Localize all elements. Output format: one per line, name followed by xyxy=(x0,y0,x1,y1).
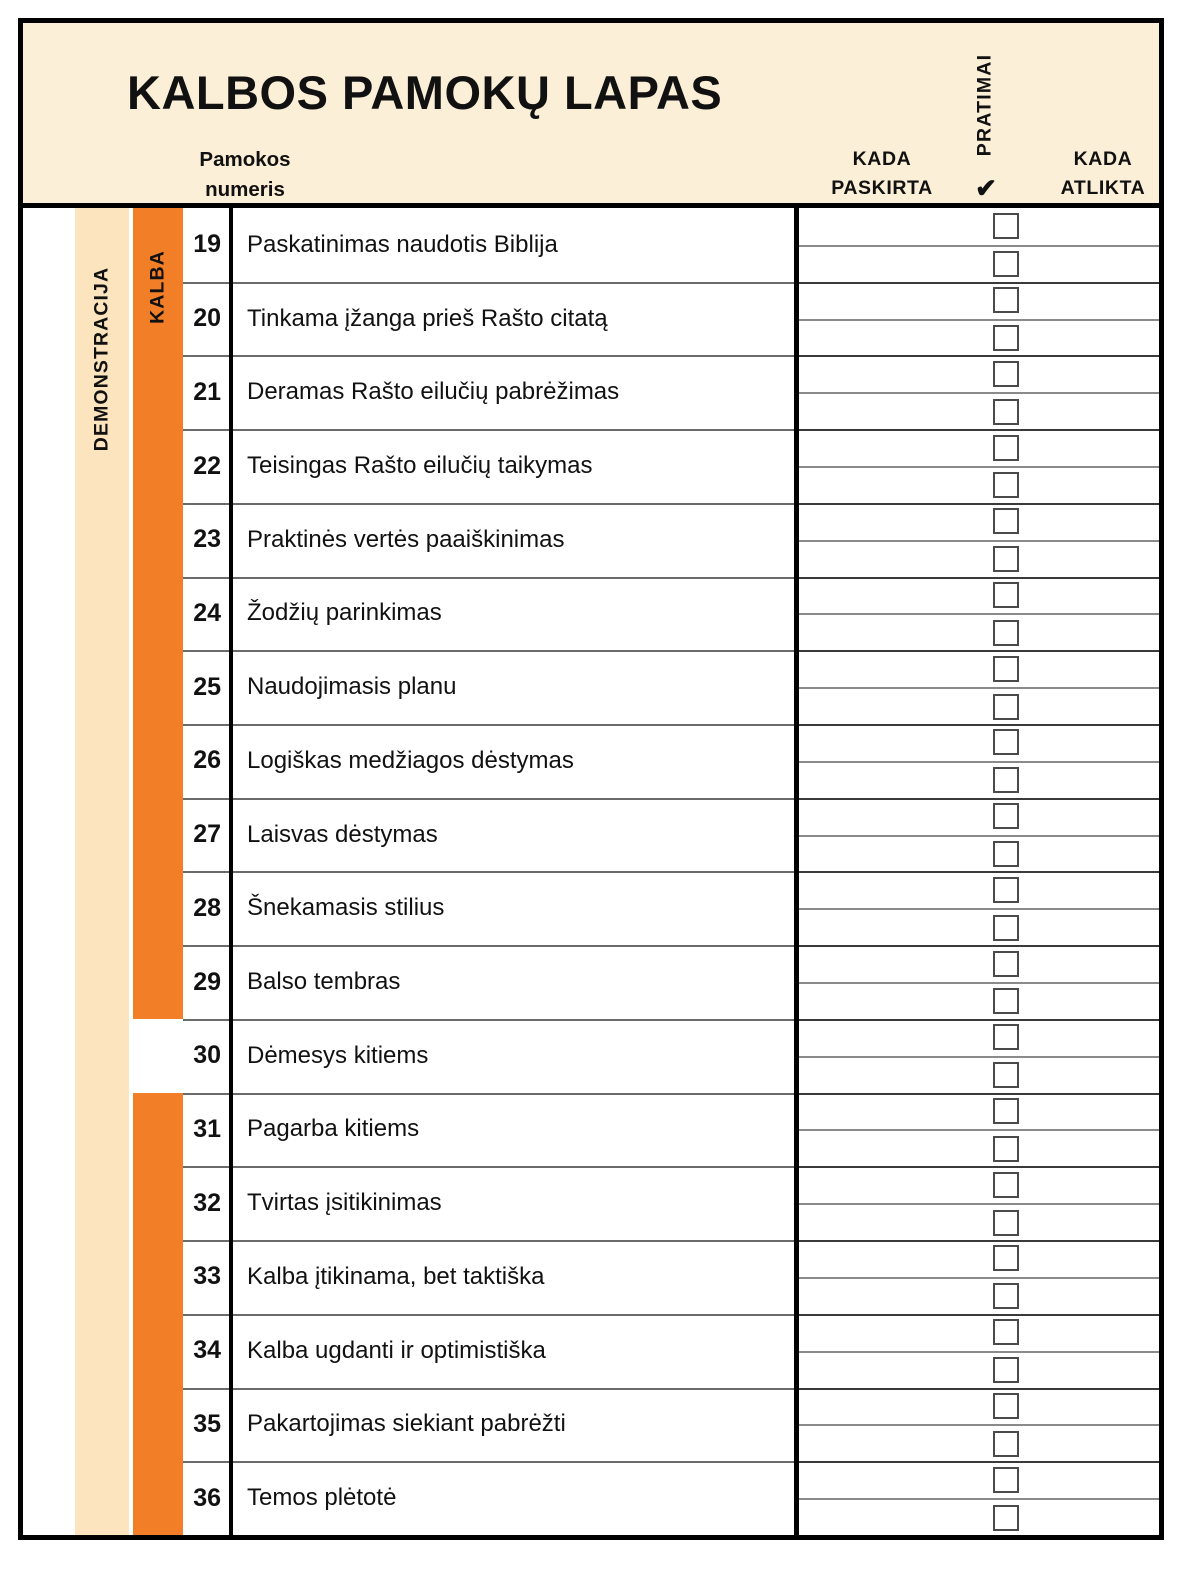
checkbox-subrow xyxy=(799,1388,1159,1425)
exercise-checkbox[interactable] xyxy=(993,325,1019,351)
row-separator-left xyxy=(183,1019,794,1021)
table-row xyxy=(23,945,1159,1019)
checkbox-subrow xyxy=(799,208,1159,245)
row-checkbox-cells xyxy=(799,208,1159,282)
row-separator-left xyxy=(183,1388,794,1390)
row-separator-right xyxy=(799,429,1159,431)
row-separator-right xyxy=(799,798,1159,800)
row-separator-left xyxy=(183,871,794,873)
checkbox-subrow xyxy=(799,613,1159,650)
number-column-divider xyxy=(229,208,233,1535)
row-separator-left xyxy=(183,945,794,947)
exercise-checkbox[interactable] xyxy=(993,951,1019,977)
row-separator-right xyxy=(799,724,1159,726)
table-row xyxy=(23,1019,1159,1093)
column-header-assigned-line2: PASKIRTA xyxy=(831,176,933,199)
row-number: 24 xyxy=(193,598,221,627)
sheet-header xyxy=(23,23,1159,208)
table-row xyxy=(23,650,1159,724)
exercise-checkbox[interactable] xyxy=(993,1431,1019,1457)
row-checkbox-cells xyxy=(799,1019,1159,1093)
exercise-checkbox[interactable] xyxy=(993,399,1019,425)
checkbox-subrow xyxy=(799,319,1159,356)
lesson-number-label-line2: numeris xyxy=(205,177,285,201)
exercise-checkbox[interactable] xyxy=(993,1172,1019,1198)
row-separator-right xyxy=(799,1240,1159,1242)
row-separator-left xyxy=(183,355,794,357)
row-separator-right xyxy=(799,355,1159,357)
row-label: Temos plėtotė xyxy=(247,1484,397,1512)
row-checkbox-cells xyxy=(799,503,1159,577)
exercise-checkbox[interactable] xyxy=(993,1136,1019,1162)
checkbox-subrow xyxy=(799,1277,1159,1314)
exercise-checkbox[interactable] xyxy=(993,287,1019,313)
checkbox-subrow xyxy=(799,1056,1159,1093)
exercise-checkbox[interactable] xyxy=(993,1319,1019,1345)
exercise-checkbox[interactable] xyxy=(993,251,1019,277)
row-separator-right xyxy=(799,503,1159,505)
table-row xyxy=(23,798,1159,872)
row-number: 26 xyxy=(193,746,221,775)
row-number: 29 xyxy=(193,967,221,996)
row-separator-right xyxy=(799,871,1159,873)
checkbox-subrow xyxy=(799,724,1159,761)
column-header-completed-line2: ATLIKTA xyxy=(1060,176,1146,199)
exercise-checkbox[interactable] xyxy=(993,915,1019,941)
column-header-exercises xyxy=(969,41,1001,169)
checkbox-subrow xyxy=(799,798,1159,835)
row-label: Teisingas Rašto eilučių taikymas xyxy=(247,452,593,480)
table-row xyxy=(23,282,1159,356)
row-checkbox-cells xyxy=(799,650,1159,724)
row-separator-right xyxy=(799,577,1159,579)
row-checkbox-cells xyxy=(799,429,1159,503)
row-separator-right xyxy=(799,282,1159,284)
row-number: 33 xyxy=(193,1262,221,1291)
table-row xyxy=(23,429,1159,503)
row-checkbox-cells xyxy=(799,724,1159,798)
row-separator-left xyxy=(183,1461,794,1463)
row-separator-left xyxy=(183,650,794,652)
row-checkbox-cells xyxy=(799,1093,1159,1167)
checkbox-subrow xyxy=(799,429,1159,466)
exercise-checkbox[interactable] xyxy=(993,729,1019,755)
row-label: Laisvas dėstymas xyxy=(247,820,438,848)
row-separator-left xyxy=(183,1166,794,1168)
row-number: 21 xyxy=(193,377,221,406)
exercise-checkbox[interactable] xyxy=(993,1283,1019,1309)
table-row xyxy=(23,577,1159,651)
lesson-worksheet xyxy=(18,18,1164,1540)
exercise-checkbox[interactable] xyxy=(993,1357,1019,1383)
row-checkbox-cells xyxy=(799,1314,1159,1388)
exercise-checkbox[interactable] xyxy=(993,1062,1019,1088)
exercise-checkbox[interactable] xyxy=(993,767,1019,793)
row-number: 36 xyxy=(193,1483,221,1512)
checkbox-subrow xyxy=(799,687,1159,724)
row-number: 34 xyxy=(193,1336,221,1365)
row-separator-right xyxy=(799,1019,1159,1021)
row-separator-left xyxy=(183,429,794,431)
lesson-number-label-line1: Pamokos xyxy=(199,148,291,171)
row-label: Naudojimasis planu xyxy=(247,673,457,701)
checkbox-subrow xyxy=(799,577,1159,614)
page-title: KALBOS PAMOKŲ LAPAS xyxy=(127,66,723,119)
checkbox-subrow xyxy=(799,1019,1159,1056)
checkbox-subrow xyxy=(799,1461,1159,1498)
checkbox-subrow xyxy=(799,392,1159,429)
row-checkbox-cells xyxy=(799,1461,1159,1535)
exercise-checkbox[interactable] xyxy=(993,694,1019,720)
exercise-checkbox[interactable] xyxy=(993,877,1019,903)
row-checkbox-cells xyxy=(799,798,1159,872)
row-number: 28 xyxy=(193,893,221,922)
row-separator-right xyxy=(799,650,1159,652)
row-label: Praktinės vertės paaiškinimas xyxy=(247,525,565,553)
exercise-checkbox[interactable] xyxy=(993,546,1019,572)
row-label: Tvirtas įsitikinimas xyxy=(247,1189,442,1217)
column-header-assigned xyxy=(809,145,955,203)
checkbox-subrow xyxy=(799,871,1159,908)
checkbox-subrow xyxy=(799,835,1159,872)
speech-band-label: KALBA xyxy=(146,250,169,324)
row-number: 30 xyxy=(193,1041,221,1070)
row-number: 25 xyxy=(193,672,221,701)
exercise-checkbox[interactable] xyxy=(993,1393,1019,1419)
row-number: 20 xyxy=(193,304,221,333)
row-number: 32 xyxy=(193,1188,221,1217)
row-number: 23 xyxy=(193,525,221,554)
table-row xyxy=(23,355,1159,429)
checkbox-subrow xyxy=(799,650,1159,687)
row-checkbox-cells xyxy=(799,945,1159,1019)
exercise-checkbox[interactable] xyxy=(993,1467,1019,1493)
row-label: Žodžių parinkimas xyxy=(247,599,442,627)
table-row xyxy=(23,208,1159,282)
column-header-completed-line1: KADA xyxy=(1073,148,1133,170)
row-number: 19 xyxy=(193,230,221,259)
table-row xyxy=(23,1166,1159,1240)
table-row xyxy=(23,1461,1159,1535)
checkbox-subrow xyxy=(799,1166,1159,1203)
row-separator-right xyxy=(799,945,1159,947)
checkbox-subrow xyxy=(799,1129,1159,1166)
checkbox-subrow xyxy=(799,1240,1159,1277)
table-row xyxy=(23,1314,1159,1388)
row-checkbox-cells xyxy=(799,282,1159,356)
row-label: Šnekamasis stilius xyxy=(247,894,445,922)
row-checkbox-cells xyxy=(799,871,1159,945)
column-header-completed xyxy=(1028,145,1164,203)
exercise-checkbox[interactable] xyxy=(993,1210,1019,1236)
row-separator-left xyxy=(183,503,794,505)
table-row xyxy=(23,503,1159,577)
exercise-checkbox[interactable] xyxy=(993,213,1019,239)
exercise-checkbox[interactable] xyxy=(993,361,1019,387)
exercise-checkbox[interactable] xyxy=(993,1505,1019,1531)
row-checkbox-cells xyxy=(799,1166,1159,1240)
exercise-checkbox[interactable] xyxy=(993,841,1019,867)
row-label: Dėmesys kitiems xyxy=(247,1041,429,1069)
checkbox-subrow xyxy=(799,1424,1159,1461)
row-label: Kalba ugdanti ir optimistiška xyxy=(247,1336,546,1364)
row-separator-left xyxy=(183,1240,794,1242)
checkbox-subrow xyxy=(799,1093,1159,1130)
exercise-checkbox[interactable] xyxy=(993,620,1019,646)
row-separator-left xyxy=(183,798,794,800)
column-header-assigned-line1: KADA xyxy=(852,148,912,170)
row-separator-left xyxy=(183,577,794,579)
checkbox-subrow xyxy=(799,1314,1159,1351)
exercise-checkbox[interactable] xyxy=(993,1245,1019,1271)
row-checkbox-cells xyxy=(799,355,1159,429)
exercise-checkbox[interactable] xyxy=(993,435,1019,461)
exercise-checkbox[interactable] xyxy=(993,803,1019,829)
table-row xyxy=(23,1093,1159,1167)
checkbox-subrow xyxy=(799,355,1159,392)
lesson-rows xyxy=(23,208,1159,1535)
exercise-checkbox[interactable] xyxy=(993,656,1019,682)
row-separator-left xyxy=(183,1314,794,1316)
checkbox-subrow xyxy=(799,945,1159,982)
exercise-checkbox[interactable] xyxy=(993,1098,1019,1124)
exercise-checkbox[interactable] xyxy=(993,582,1019,608)
row-checkbox-cells xyxy=(799,1240,1159,1314)
checkmark-icon: ✔ xyxy=(975,173,997,203)
row-separator-right xyxy=(799,1461,1159,1463)
row-number: 27 xyxy=(193,820,221,849)
row-separator-right xyxy=(799,1093,1159,1095)
checkbox-subrow xyxy=(799,1351,1159,1388)
lesson-number-column-label xyxy=(155,145,335,204)
row-label: Tinkama įžanga prieš Rašto citatą xyxy=(247,304,608,332)
row-number: 22 xyxy=(193,451,221,480)
table-row xyxy=(23,724,1159,798)
checkbox-subrow xyxy=(799,245,1159,282)
row-label: Kalba įtikinama, bet taktiška xyxy=(247,1262,545,1290)
row-separator-right xyxy=(799,1314,1159,1316)
checkbox-subrow xyxy=(799,982,1159,1019)
checkbox-subrow xyxy=(799,1203,1159,1240)
row-label: Pakartojimas siekiant pabrėžti xyxy=(247,1410,566,1438)
row-separator-left xyxy=(183,1093,794,1095)
row-number: 31 xyxy=(193,1114,221,1143)
checkbox-subrow xyxy=(799,761,1159,798)
row-separator-left xyxy=(183,724,794,726)
row-label: Balso tembras xyxy=(247,968,401,996)
row-separator-left xyxy=(183,282,794,284)
checkbox-subrow xyxy=(799,908,1159,945)
table-row xyxy=(23,871,1159,945)
exercise-checkbox[interactable] xyxy=(993,1024,1019,1050)
row-label: Logiškas medžiagos dėstymas xyxy=(247,746,574,774)
checkbox-subrow xyxy=(799,466,1159,503)
checkbox-subrow xyxy=(799,282,1159,319)
row-number: 35 xyxy=(193,1409,221,1438)
row-label: Deramas Rašto eilučių pabrėžimas xyxy=(247,378,620,406)
checkbox-subrow xyxy=(799,1498,1159,1535)
row-checkbox-cells xyxy=(799,1388,1159,1462)
sheet-body xyxy=(23,208,1159,1535)
demonstration-band-label: DEMONSTRACIJA xyxy=(90,266,113,452)
row-separator-right xyxy=(799,1166,1159,1168)
exercise-checkbox[interactable] xyxy=(993,988,1019,1014)
row-separator-right xyxy=(799,1388,1159,1390)
checkbox-subrow xyxy=(799,540,1159,577)
row-label: Paskatinimas naudotis Biblija xyxy=(247,230,558,258)
exercise-checkbox[interactable] xyxy=(993,472,1019,498)
table-row xyxy=(23,1388,1159,1462)
checkbox-subrow xyxy=(799,503,1159,540)
table-row xyxy=(23,1240,1159,1314)
exercise-checkbox[interactable] xyxy=(993,508,1019,534)
row-label: Pagarba kitiems xyxy=(247,1115,420,1143)
row-checkbox-cells xyxy=(799,577,1159,651)
right-section-divider xyxy=(794,208,799,1535)
column-header-exercises-label: PRATIMAI xyxy=(973,53,996,157)
